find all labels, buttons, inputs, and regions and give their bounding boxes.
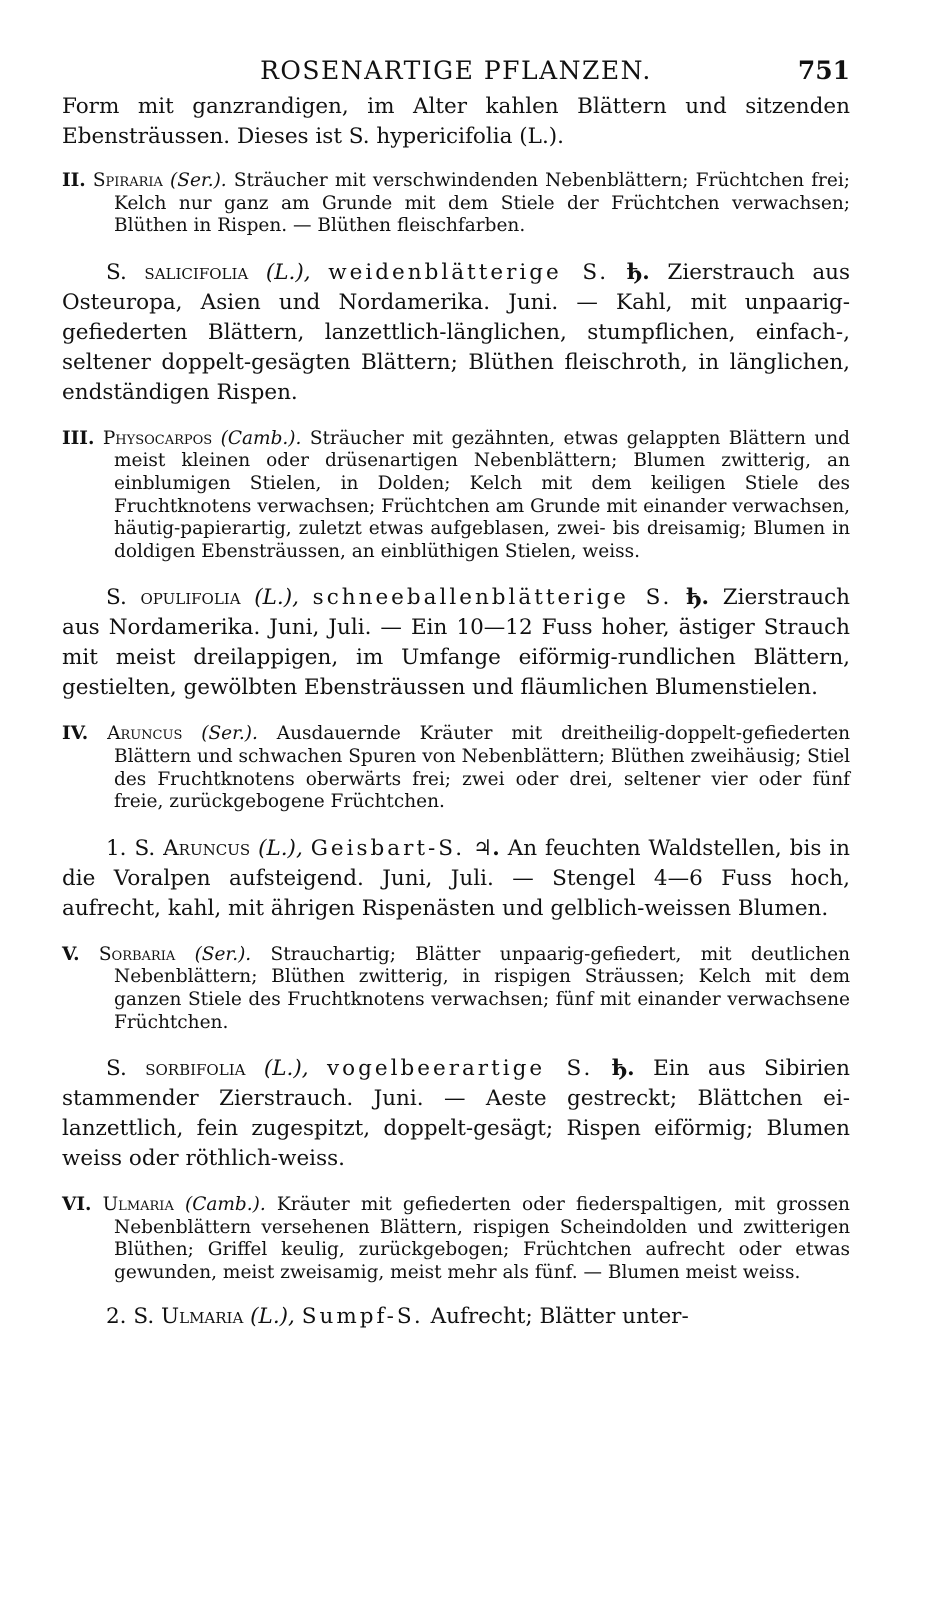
- book-page: [62, 48, 850, 1332]
- species-common-name: Geisbart-S.: [310, 835, 466, 861]
- section-text: Sträucher mit gezähnten, etwas gelappten Blättern und meist kleinen oder drüsenartigen Nebenblättern; Blumen zwitterig, an einblumigen Stielen, in Dolden; Kelch mit dem keiligen Stiele des Fruchtknotens verwachsen; Früchtchen am Grunde mit einander verwachsen, häutig-papierartig, zuletzt etwas aufgeblasen, zwei- bis dreisamig; Blumen in doldigen Ebensträussen, an einblüthigen Stielen, weiss.: [114, 427, 850, 562]
- species-authority: (L.),: [254, 585, 299, 611]
- section-number: VI.: [62, 1194, 92, 1216]
- section-name: Spiraria: [92, 170, 163, 191]
- species-name: S. sorbifolia: [106, 1056, 246, 1082]
- species-common-name: vogelbeerartige S.: [327, 1056, 594, 1082]
- species-text: Zierstrauch aus Nordamerika. Juni, Juli. — Ein 10—12 Fuss hoher, ästiger Strauch mit meist dreilappigen, im Umfange eiförmig-rundlichen Blättern, gestielten, gewölbten Ebensträussen und fläumlichen Blumenstielen.: [62, 585, 851, 701]
- section-number: V.: [62, 943, 80, 965]
- species-text: An feuchten Waldstellen, bis in die Voralpen aufsteigend. Juni, Juli. — Stengel 4—6 Fuss hoch, aufrecht, kahl, mit ährigen Rispenästen und gelblich-weissen Blumen.: [62, 835, 850, 921]
- species-common-name: weidenblätterige S.: [328, 259, 610, 285]
- section-name: Aruncus: [107, 723, 183, 745]
- section-name: Sorbaria: [98, 943, 176, 965]
- section-sorbaria: [62, 944, 850, 1034]
- section-text: Ausdauernde Kräuter mit dreitheilig-doppelt-gefiederten Blättern und schwachen Spuren von Nebenblättern; Blüthen zweihäusig; Stiel des Fruchtknotens oberwärts frei; zwei oder drei, seltener vier oder fünf freie, zurückgebogene Früchtchen.: [114, 723, 851, 813]
- species-common-name: Sumpf-S.: [301, 1304, 424, 1330]
- species-text: Zierstrauch aus Osteuropa, Asien und Nordamerika. Juni. — Kahl, mit unpaarig-gefiederten Blättern, lanzettlich-länglichen, stumpflichen, einfach-, seltener doppelt-gesägten Blättern; Blüthen fleischroth, in länglichen, endständigen Rispen.: [62, 259, 851, 405]
- section-aruncus: [62, 723, 850, 813]
- species-authority: (L.),: [265, 259, 311, 285]
- species-ulmaria: [62, 1302, 850, 1332]
- species-salicifolia: [62, 258, 850, 408]
- species-number: 2.: [106, 1304, 127, 1330]
- section-authority: (Camb.).: [184, 1194, 266, 1216]
- section-authority: (Ser.).: [194, 943, 252, 965]
- species-name: S. Ulmaria: [133, 1304, 244, 1330]
- section-physocarpos: [62, 428, 850, 564]
- species-authority: (L.),: [263, 1056, 309, 1082]
- section-ulmaria: [62, 1194, 850, 1284]
- species-name: S. salicifolia: [106, 259, 249, 285]
- section-text: Kräuter mit gefiederten oder fiederspaltigen, mit grossen Nebenblättern versehenen Blättern, rispigen Scheindolden und zwitterigen Blüthen; Griffel keulig, zurückgebogen; Früchtchen aufrecht oder etwas gewunden, meist zweisamig, meist mehr als fünf. — Blumen meist weiss.: [114, 1194, 850, 1283]
- species-common-name: schneeballenblätterige S.: [312, 585, 673, 611]
- section-text: Sträucher mit verschwindenden Nebenblättern; Früchtchen frei; Kelch nur ganz am Grunde mit dem Stiele der Früchtchen verwachsen; Blüthen in Rispen. — Blüthen fleischfarben.: [114, 170, 850, 237]
- species-name: S. Aruncus: [134, 835, 251, 861]
- shrub-symbol-icon: ђ.: [686, 585, 710, 611]
- page-header: [62, 48, 850, 92]
- shrub-symbol-icon: ђ.: [626, 259, 650, 285]
- intro-paragraph: Form mit ganzrandigen, im Alter kahlen Blättern und sitzenden Ebensträussen. Dieses ist S. hypericifolia (L.).: [62, 94, 850, 149]
- species-text: Ein aus Sibirien stammender Zierstrauch. Juni. — Aeste gestreckt; Blättchen ei-lanzettlich, fein zugespitzt, doppelt-gesägt; Rispen eiförmig; Blumen weiss oder röthlich-weiss.: [62, 1056, 850, 1172]
- section-number: IV.: [62, 723, 89, 745]
- perennial-symbol-icon: ♃.: [473, 835, 500, 861]
- section-authority: (Ser.).: [170, 170, 227, 191]
- species-aruncus: [62, 834, 850, 924]
- species-authority: (L.),: [250, 1304, 295, 1330]
- species-sorbifolia: [62, 1054, 850, 1174]
- page-number: 751: [797, 56, 850, 85]
- section-text: Strauchartig; Blätter unpaarig-gefiedert, mit deutlichen Nebenblättern; Blüthen zwitterig, in rispigen Sträussen; Kelch mit dem ganzen Stiele des Fruchtknotens verwachsen; fünf mit einander verwachsene Früchtchen.: [114, 943, 850, 1033]
- section-spiraria: [62, 170, 850, 238]
- species-opulifolia: [62, 583, 850, 703]
- species-number: 1.: [106, 835, 127, 861]
- section-name: Ulmaria: [102, 1194, 174, 1216]
- section-number: III.: [62, 427, 95, 449]
- species-text: Aufrecht; Blätter unter-: [430, 1304, 689, 1330]
- running-title: ROSENARTIGE PFLANZEN.: [260, 56, 652, 85]
- species-name: S. opulifolia: [106, 585, 241, 611]
- section-authority: (Ser.).: [201, 723, 258, 745]
- section-name: Physocarpos: [102, 427, 213, 449]
- species-authority: (L.),: [258, 835, 303, 861]
- shrub-symbol-icon: ђ.: [611, 1056, 635, 1082]
- section-authority: (Camb.).: [220, 427, 302, 449]
- section-number: II.: [62, 170, 86, 191]
